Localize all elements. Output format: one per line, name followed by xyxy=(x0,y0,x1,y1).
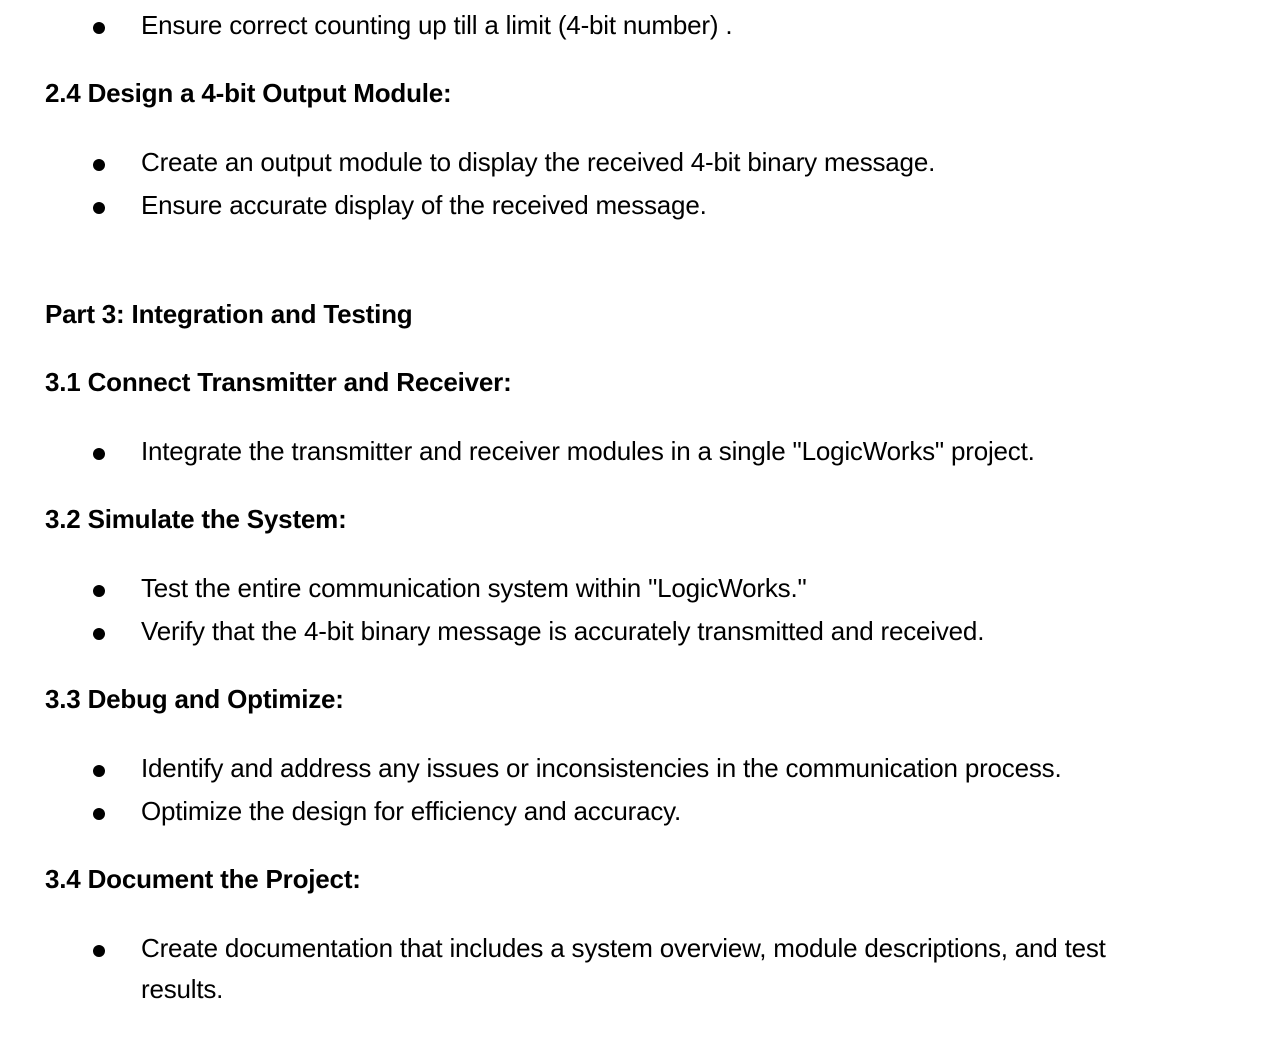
bullet-item: Create documentation that includes a system overview, module descriptions, and test xyxy=(141,933,1106,963)
section-heading: 3.3 Debug and Optimize: xyxy=(45,684,344,714)
bullet-marker xyxy=(93,448,105,460)
bullet-marker xyxy=(93,22,105,34)
bullet-item: Integrate the transmitter and receiver modules in a single "LogicWorks" project. xyxy=(141,436,1035,466)
part-heading: Part 3: Integration and Testing xyxy=(45,299,413,329)
section-heading: 2.4 Design a 4-bit Output Module: xyxy=(45,78,452,108)
section-heading: 3.4 Document the Project: xyxy=(45,864,361,894)
bullet-item: Ensure accurate display of the received message. xyxy=(141,190,707,220)
bullet-marker xyxy=(93,628,105,640)
bullet-item: Ensure correct counting up till a limit (4-bit number) . xyxy=(141,10,733,40)
bullet-item: Identify and address any issues or inconsistencies in the communication process. xyxy=(141,753,1062,783)
bullet-marker xyxy=(93,585,105,597)
bullet-item: Test the entire communication system within "LogicWorks." xyxy=(141,573,807,603)
bullet-marker xyxy=(93,159,105,171)
bullet-marker xyxy=(93,202,105,214)
bullet-item-continuation: results. xyxy=(141,974,224,1004)
bullet-marker xyxy=(93,945,105,957)
bullet-item: Verify that the 4-bit binary message is accurately transmitted and received. xyxy=(141,616,985,646)
section-heading: 3.1 Connect Transmitter and Receiver: xyxy=(45,367,512,397)
section-heading: 3.2 Simulate the System: xyxy=(45,504,347,534)
bullet-item: Create an output module to display the received 4-bit binary message. xyxy=(141,147,936,177)
bullet-marker xyxy=(93,808,105,820)
bullet-marker xyxy=(93,765,105,777)
bullet-item: Optimize the design for efficiency and accuracy. xyxy=(141,796,682,826)
